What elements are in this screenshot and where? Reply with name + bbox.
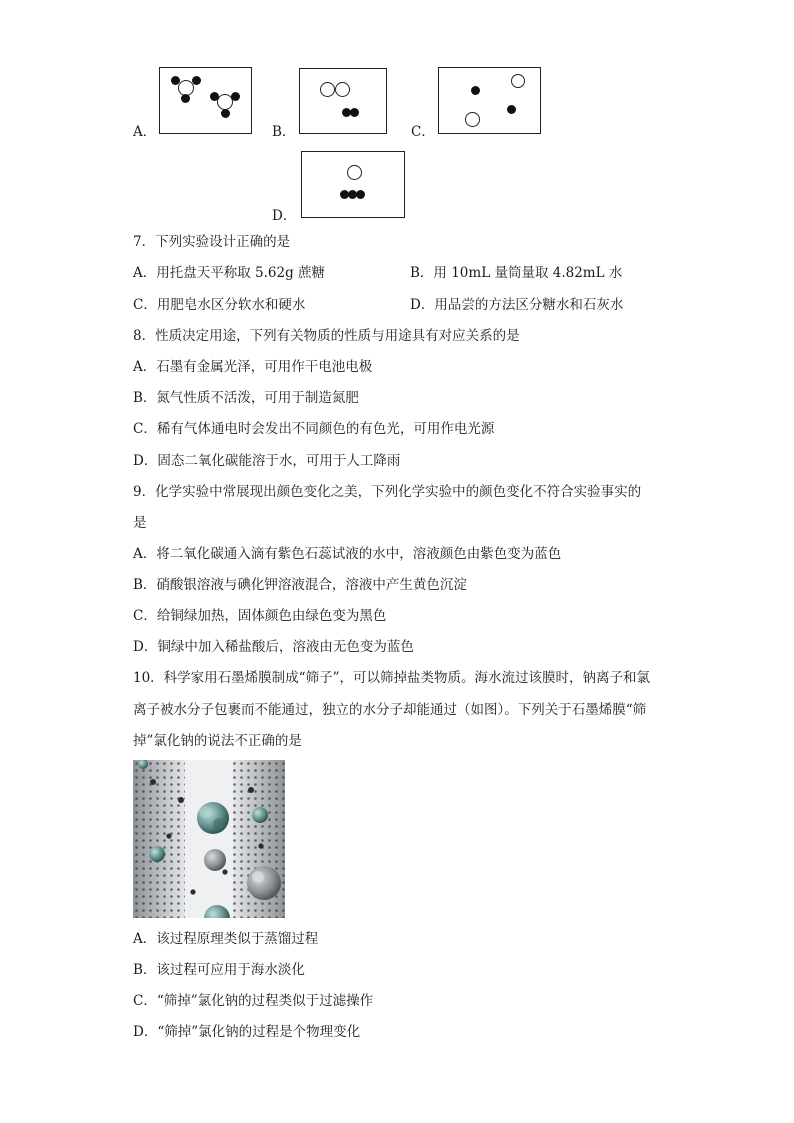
q8-option-a: A．石墨有金属光泽，可用作干电池电极	[133, 359, 373, 375]
black-atom	[356, 190, 365, 199]
q6-option-c-diagram	[438, 67, 541, 134]
q7-option-b: B．用 10mL 量筒量取 4.82mL 水	[410, 265, 623, 281]
q6-option-b-label: B．	[272, 124, 296, 140]
q10-stem-line1: 10．科学家用石墨烯膜制成“筛子”，可以筛掉盐类物质。海水流过该膜时，钠离子和氯	[133, 670, 650, 686]
graphene-membrane-image	[133, 760, 285, 918]
q6-option-d-label: D．	[272, 208, 297, 224]
q8-stem: 8．性质决定用途，下列有关物质的性质与用途具有对应关系的是	[133, 328, 520, 344]
q8-option-d: D．固态二氧化碳能溶于水，可用于人工降雨	[133, 453, 401, 469]
white-atom	[465, 112, 480, 127]
q9-option-a: A．将二氧化碳通入滴有紫色石蕊试液的水中，溶液颜色由紫色变为蓝色	[133, 546, 562, 562]
q10-option-a: A．该过程原理类似于蒸馏过程	[133, 931, 319, 947]
black-atom	[471, 86, 480, 95]
white-atom	[511, 74, 525, 88]
q6-option-d-diagram	[301, 151, 405, 218]
black-atom	[210, 92, 219, 101]
q8-option-b: B．氮气性质不活泼，可用于制造氮肥	[133, 390, 359, 406]
q7-option-d: D．用品尝的方法区分糖水和石灰水	[410, 297, 624, 313]
white-atom	[335, 82, 350, 97]
q10-option-c: C．“筛掉”氯化钠的过程类似于过滤操作	[133, 993, 374, 1009]
black-atom	[231, 92, 240, 101]
q10-option-d: D．“筛掉”氯化钠的过程是个物理变化	[133, 1024, 361, 1040]
black-atom	[507, 105, 516, 114]
q9-stem-line1: 9．化学实验中常展现出颜色变化之美，下列化学实验中的颜色变化不符合实验事实的	[133, 484, 642, 500]
q6-option-c-label: C．	[411, 124, 435, 140]
q7-option-c: C．用肥皂水区分软水和硬水	[133, 297, 306, 313]
q10-option-b: B．该过程可应用于海水淡化	[133, 962, 305, 978]
q6-option-a-diagram	[159, 67, 252, 134]
q7-option-a: A．用托盘天平称取 5.62g 蔗糖	[133, 265, 326, 281]
q10-stem-line3: 掉”氯化钠的说法不正确的是	[133, 733, 302, 749]
black-atom	[171, 76, 180, 85]
q8-option-c: C．稀有气体通电时会发出不同颜色的有色光，可用作电光源	[133, 421, 495, 437]
black-atom	[192, 76, 201, 85]
q6-option-b-diagram	[299, 68, 387, 134]
q9-option-b: B．硝酸银溶液与碘化钾溶液混合，溶液中产生黄色沉淀	[133, 577, 467, 593]
white-atom	[347, 165, 362, 180]
q9-stem-line2: 是	[133, 515, 147, 531]
black-atom	[221, 109, 230, 118]
q6-option-a-label: A．	[133, 124, 157, 140]
q7-stem: 7．下列实验设计正确的是	[133, 234, 291, 250]
q10-stem-line2: 离子被水分子包裹而不能通过，独立的水分子却能通过（如图）。下列关于石墨烯膜“筛	[133, 702, 647, 718]
black-atom	[181, 94, 190, 103]
q9-option-d: D．铜绿中加入稀盐酸后，溶液由无色变为蓝色	[133, 639, 414, 655]
black-atom	[350, 108, 359, 117]
white-atom	[320, 82, 335, 97]
q9-option-c: C．给铜绿加热，固体颜色由绿色变为黑色	[133, 608, 387, 624]
